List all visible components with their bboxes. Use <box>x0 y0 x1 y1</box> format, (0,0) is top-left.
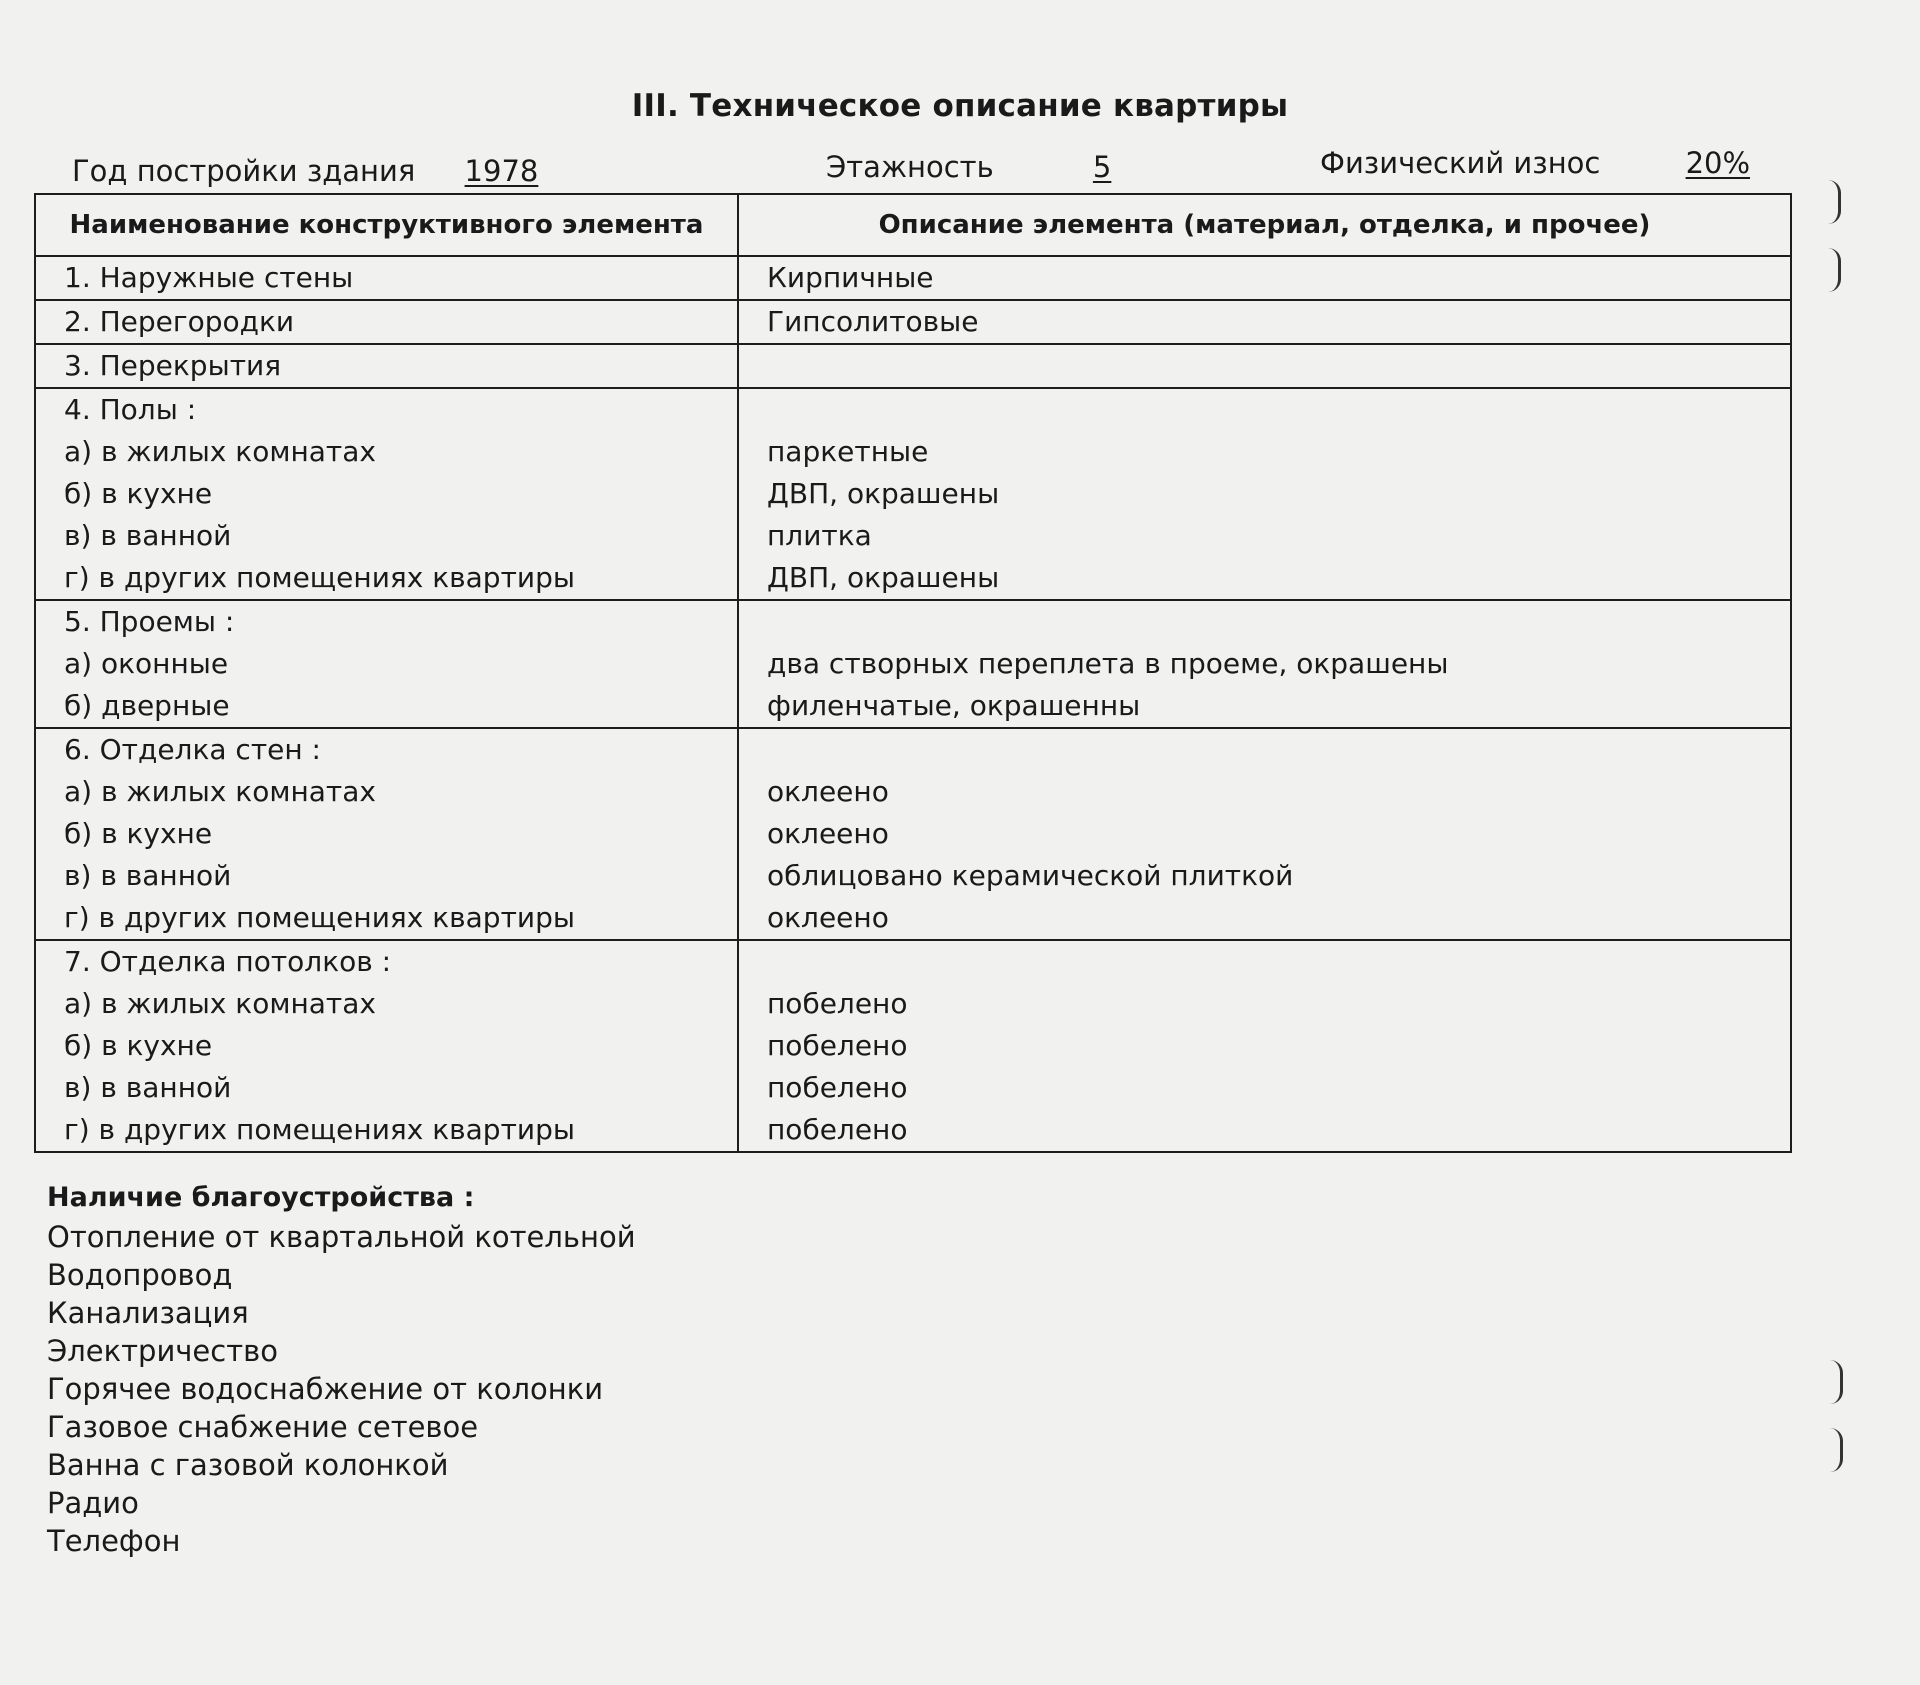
sub-item-label: а) оконные <box>64 647 229 680</box>
table-row <box>35 600 1791 728</box>
amenity-item: Канализация <box>47 1296 249 1330</box>
sub-item-label: в) в ванной <box>64 1071 232 1104</box>
sub-item-label: а) в жилых комнатах <box>64 775 376 808</box>
amenity-item: Горячее водоснабжение от колонки <box>47 1372 604 1406</box>
sub-item-label: а) в жилых комнатах <box>64 435 376 468</box>
sub-item-value: оклеено <box>767 775 889 808</box>
physical-wear-value: 20% <box>1685 146 1751 180</box>
sub-item-value: побелено <box>767 1113 908 1146</box>
table-row <box>35 256 1791 300</box>
build-year <box>72 154 538 188</box>
section-name: 6. Отделка стен : <box>64 733 321 766</box>
amenity-item: Телефон <box>47 1524 181 1558</box>
section-name: 7. Отделка потолков : <box>64 945 392 978</box>
binder-clip-mark <box>1830 1360 1843 1404</box>
table-header-row <box>35 194 1791 256</box>
section-value <box>767 345 1762 387</box>
table-row <box>35 388 1791 600</box>
section-name: 5. Проемы : <box>64 605 235 638</box>
sub-item-value: побелено <box>767 1029 908 1062</box>
sub-item-value: ДВП, окрашены <box>767 561 1000 594</box>
sub-item-label: б) в кухне <box>64 817 213 850</box>
element-name-cell <box>35 300 738 344</box>
sub-item-label: в) в ванной <box>64 859 232 892</box>
element-description-cell <box>738 300 1791 344</box>
header-element-description: Описание элемента (материал, отделка, и прочее) <box>738 194 1791 256</box>
physical-wear-label: Физический износ <box>1320 146 1601 180</box>
sub-item-value: оклеено <box>767 817 889 850</box>
element-name-cell <box>35 600 738 728</box>
floors-value: 5 <box>1092 150 1112 184</box>
element-description-cell <box>738 940 1791 1152</box>
sub-item-value: филенчатые, окрашенны <box>767 689 1141 722</box>
amenity-item: Электричество <box>47 1334 278 1368</box>
element-description-cell <box>738 728 1791 940</box>
element-description-cell <box>738 600 1791 728</box>
section-name: 4. Полы : <box>64 393 197 426</box>
sub-item-value: оклеено <box>767 901 889 934</box>
element-description-cell <box>738 344 1791 388</box>
sub-item-label: г) в других помещениях квартиры <box>64 1113 575 1146</box>
element-name-cell <box>35 344 738 388</box>
sub-item-value: паркетные <box>767 435 929 468</box>
description-table <box>34 193 1792 1153</box>
header-element-name: Наименование конструктивного элемента <box>35 194 738 256</box>
sub-item-value: облицовано керамической плиткой <box>767 859 1294 892</box>
floors <box>826 150 1111 184</box>
sub-item-value: побелено <box>767 987 908 1020</box>
table-row <box>35 300 1791 344</box>
sub-item-label: б) в кухне <box>64 477 213 510</box>
sub-item-value: ДВП, окрашены <box>767 477 1000 510</box>
amenities-list <box>47 1218 636 1560</box>
section-name: 3. Перекрытия <box>64 349 282 382</box>
table-row <box>35 940 1791 1152</box>
amenity-item: Ванна с газовой колонкой <box>47 1448 449 1482</box>
sub-item-label: в) в ванной <box>64 519 232 552</box>
amenity-item: Водопровод <box>47 1258 233 1292</box>
binder-clip-mark <box>1828 180 1841 224</box>
table-row <box>35 344 1791 388</box>
element-description-cell <box>738 256 1791 300</box>
element-name-cell <box>35 256 738 300</box>
element-name-cell <box>35 388 738 600</box>
amenities-section <box>47 1178 636 1560</box>
table-row <box>35 728 1791 940</box>
build-year-value: 1978 <box>464 154 539 188</box>
sub-item-label: а) в жилых комнатах <box>64 987 376 1020</box>
element-description-cell <box>738 388 1791 600</box>
sub-item-label: б) в кухне <box>64 1029 213 1062</box>
physical-wear <box>1320 146 1750 180</box>
element-name-cell <box>35 728 738 940</box>
section-value: Гипсолитовые <box>767 305 979 338</box>
amenity-item: Радио <box>47 1486 139 1520</box>
sub-item-label: б) дверные <box>64 689 230 722</box>
sub-item-value: побелено <box>767 1071 908 1104</box>
amenity-item: Отопление от квартальной котельной <box>47 1220 636 1254</box>
build-year-label: Год постройки здания <box>72 154 416 188</box>
floors-label: Этажность <box>826 150 994 184</box>
amenity-item: Газовое снабжение сетевое <box>47 1410 479 1444</box>
section-name: 1. Наружные стены <box>64 261 354 294</box>
sub-item-label: г) в других помещениях квартиры <box>64 901 575 934</box>
document-title: III. Техническое описание квартиры <box>631 88 1289 124</box>
sub-item-value: плитка <box>767 519 872 552</box>
section-name: 2. Перегородки <box>64 305 295 338</box>
amenities-header: Наличие благоустройства : <box>47 1182 475 1213</box>
binder-clip-mark <box>1830 1428 1843 1472</box>
binder-clip-mark <box>1828 248 1841 292</box>
element-name-cell <box>35 940 738 1152</box>
sub-item-value: два створных переплета в проеме, окрашены <box>767 647 1449 680</box>
section-value: Кирпичные <box>767 261 934 294</box>
sub-item-label: г) в других помещениях квартиры <box>64 561 575 594</box>
